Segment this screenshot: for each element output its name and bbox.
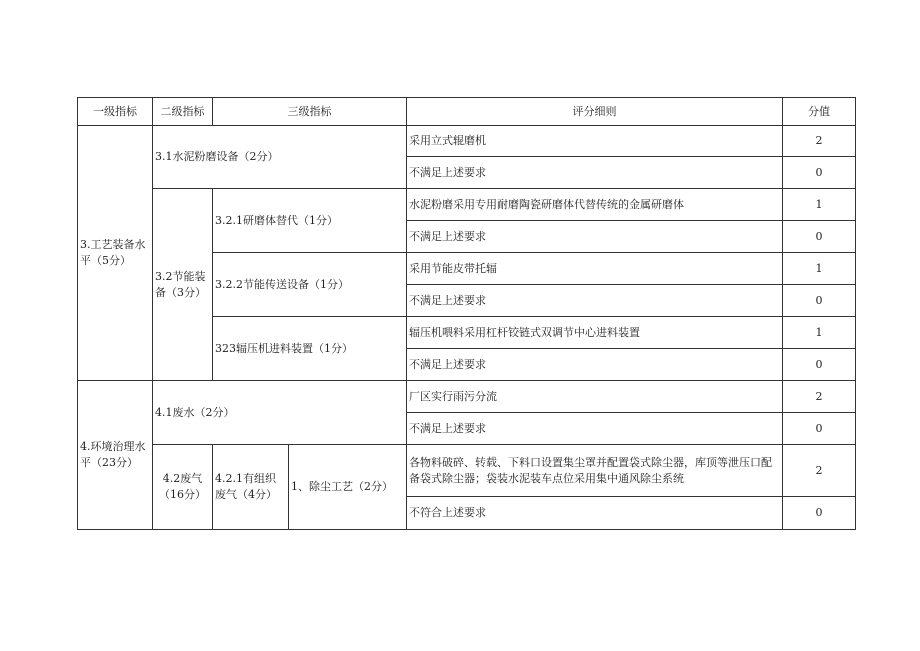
criteria-belt-idler: 采用节能皮带托辐 <box>407 253 783 285</box>
score-belt-idler: 1 <box>783 253 856 285</box>
criteria-not-met-2: 不满足上述要求 <box>407 221 783 253</box>
score-dust: 2 <box>783 445 856 497</box>
criteria-not-met-5: 不满足上述要求 <box>407 413 783 445</box>
score-not-met-3: 0 <box>783 285 856 317</box>
score-not-met-2: 0 <box>783 221 856 253</box>
criteria-ceramic-media: 水泥粉磨采用专用耐磨陶瓷研磨体代替传统的金属研磨体 <box>407 189 783 221</box>
score-roller-feed: 1 <box>783 317 856 349</box>
criteria-rain-sewage: 厂区实行雨污分流 <box>407 381 783 413</box>
header-level1: 一级指标 <box>78 98 153 126</box>
criteria-not-met-3: 不满足上述要求 <box>407 285 783 317</box>
level3-organized-exhaust: 4.2.1有组织废气（4分） <box>213 445 289 530</box>
level1-env: 4.环境治理水平（23分） <box>78 381 153 530</box>
criteria-not-met-4: 不满足上述要求 <box>407 349 783 381</box>
scoring-table <box>77 97 856 530</box>
table-row <box>78 381 856 413</box>
level1-process: 3.工艺装备水平（5分） <box>78 126 153 381</box>
score-not-met-5: 0 <box>783 413 856 445</box>
level3-roller-feed: 323辐压机进料装置（1分） <box>213 317 407 381</box>
criteria-dust: 各物料破碎、转载、下料口设置集尘罩并配置袋式除尘器，库顶等泄压口配备袋式除尘器；袋装水泥装车点位采用集中通风除尘系统 <box>407 445 783 497</box>
score-not-met-6: 0 <box>783 497 856 530</box>
level2-cement-grinding: 3.1水泥粉磨设备（2分） <box>153 126 407 189</box>
score-rain-sewage: 2 <box>783 381 856 413</box>
header-row <box>78 98 856 126</box>
score-not-met-1: 0 <box>783 157 856 189</box>
level4-dust-process: 1、除尘工艺（2分） <box>289 445 407 530</box>
level3-grinding-media: 3.2.1研磨体替代（1分） <box>213 189 407 253</box>
table-row <box>78 445 856 497</box>
level2-wastewater: 4.1废水（2分） <box>153 381 407 445</box>
table-row <box>78 189 856 221</box>
level3-conveyor: 3.2.2节能传送设备（1分） <box>213 253 407 317</box>
score-not-met-4: 0 <box>783 349 856 381</box>
table-row <box>78 126 856 157</box>
level2-energy-saving: 3.2节能装备（3分） <box>153 189 213 381</box>
header-score: 分值 <box>783 98 856 126</box>
score-ceramic-media: 1 <box>783 189 856 221</box>
header-level3: 三级指标 <box>213 98 407 126</box>
header-level2: 二级指标 <box>153 98 213 126</box>
criteria-not-met-1: 不满足上述要求 <box>407 157 783 189</box>
score-vertical-mill: 2 <box>783 126 856 157</box>
criteria-vertical-mill: 采用立式辊磨机 <box>407 126 783 157</box>
header-criteria: 评分细则 <box>407 98 783 126</box>
level2-exhaust: 4.2废气（16分） <box>153 445 213 530</box>
criteria-not-met-6: 不符合上述要求 <box>407 497 783 530</box>
criteria-roller-feed: 辐压机喂料采用杠杆铰链式双调节中心进料装置 <box>407 317 783 349</box>
